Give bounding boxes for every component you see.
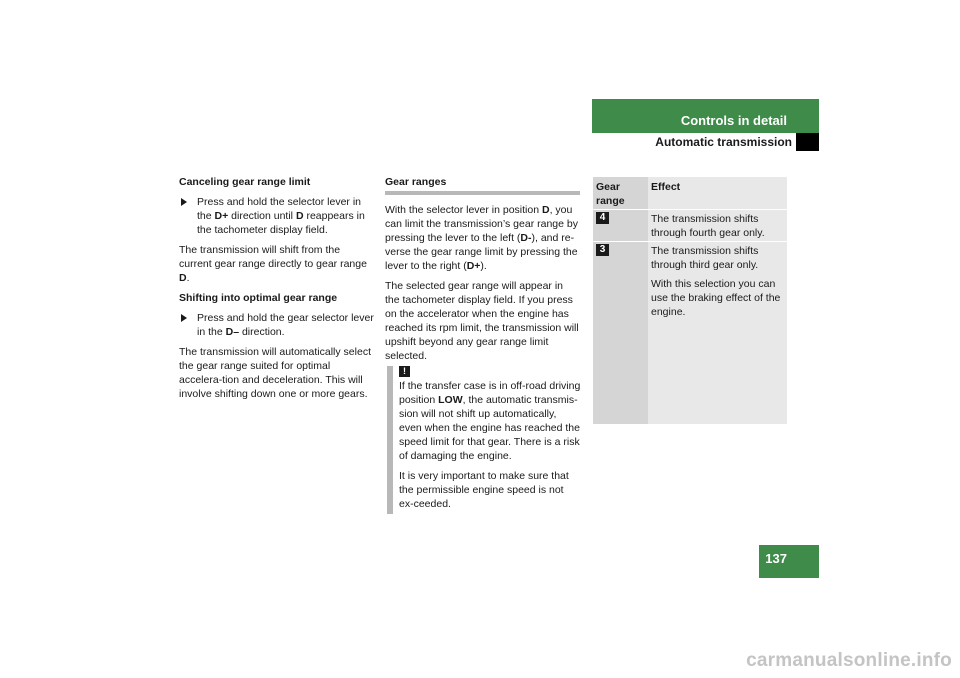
bullet-arrow-icon <box>181 314 187 322</box>
heading-gear-ranges: Gear ranges <box>385 175 580 195</box>
bullet-arrow-icon <box>181 198 187 206</box>
gear-range-table: Gear range Effect 4 The transmission shifts through fourth gear only. 3 The transmission shifts through third gear only. With this selection you can use the braking effect of the engine. <box>593 177 787 424</box>
gear-4-icon: 4 <box>596 212 609 224</box>
header-marker <box>796 133 819 151</box>
header-band <box>592 99 819 133</box>
header-gear-range: Gear range <box>596 181 625 207</box>
warning-icon: ! <box>399 366 410 377</box>
paragraph: It is very important to make sure that the permissible engine speed is not ex-ceeded. <box>399 470 569 510</box>
heading-canceling: Canceling gear range limit <box>179 176 311 188</box>
paragraph: If the transfer case is in off-road driving position LOW, the automatic transmis-sion will not shift up automatically, even when the engine has reached the speed limit for that gear. There is a risk of damaging the engine. <box>399 380 581 462</box>
paragraph: The transmission will shift from the current gear range directly to gear range D. <box>179 244 367 284</box>
watermark: carmanualsonline.info <box>746 650 952 671</box>
middle-column <box>385 175 580 369</box>
heading-optimal: Shifting into optimal gear range <box>179 292 338 304</box>
header-effect: Effect <box>651 181 681 193</box>
paragraph: The selected gear range will appear in the tachometer display field. If you press on the accelerator when the engine has reached its rpm limit, the transmission will upshift beyond any gear range limit selected. <box>385 280 579 362</box>
page-number-box <box>759 545 819 578</box>
table-header <box>593 177 787 207</box>
bullet-item: Press and hold the selector lever in the D+ direction until D reappears in the tachometer display field. <box>179 195 375 237</box>
paragraph: The transmission will automatically select the gear range suited for optimal accelera-tion and deceleration. This will involve shifting down one or more gears. <box>179 346 371 400</box>
warning-bar <box>387 366 393 514</box>
page-number: 137 <box>765 551 787 566</box>
warning-note <box>387 366 580 514</box>
subsection-title: Automatic transmission <box>655 135 792 149</box>
left-column <box>179 175 375 407</box>
paragraph: With the selector lever in position D, you can limit the transmission’s gear range by pressing the lever to the left (D-), and re-verse the gear range limit by pressing the lever to the right (D+). <box>385 204 578 272</box>
bullet-item: Press and hold the gear selector lever in the D– direction. <box>179 311 375 339</box>
section-title: Controls in detail <box>680 113 787 128</box>
gear-3-icon: 3 <box>596 244 609 256</box>
